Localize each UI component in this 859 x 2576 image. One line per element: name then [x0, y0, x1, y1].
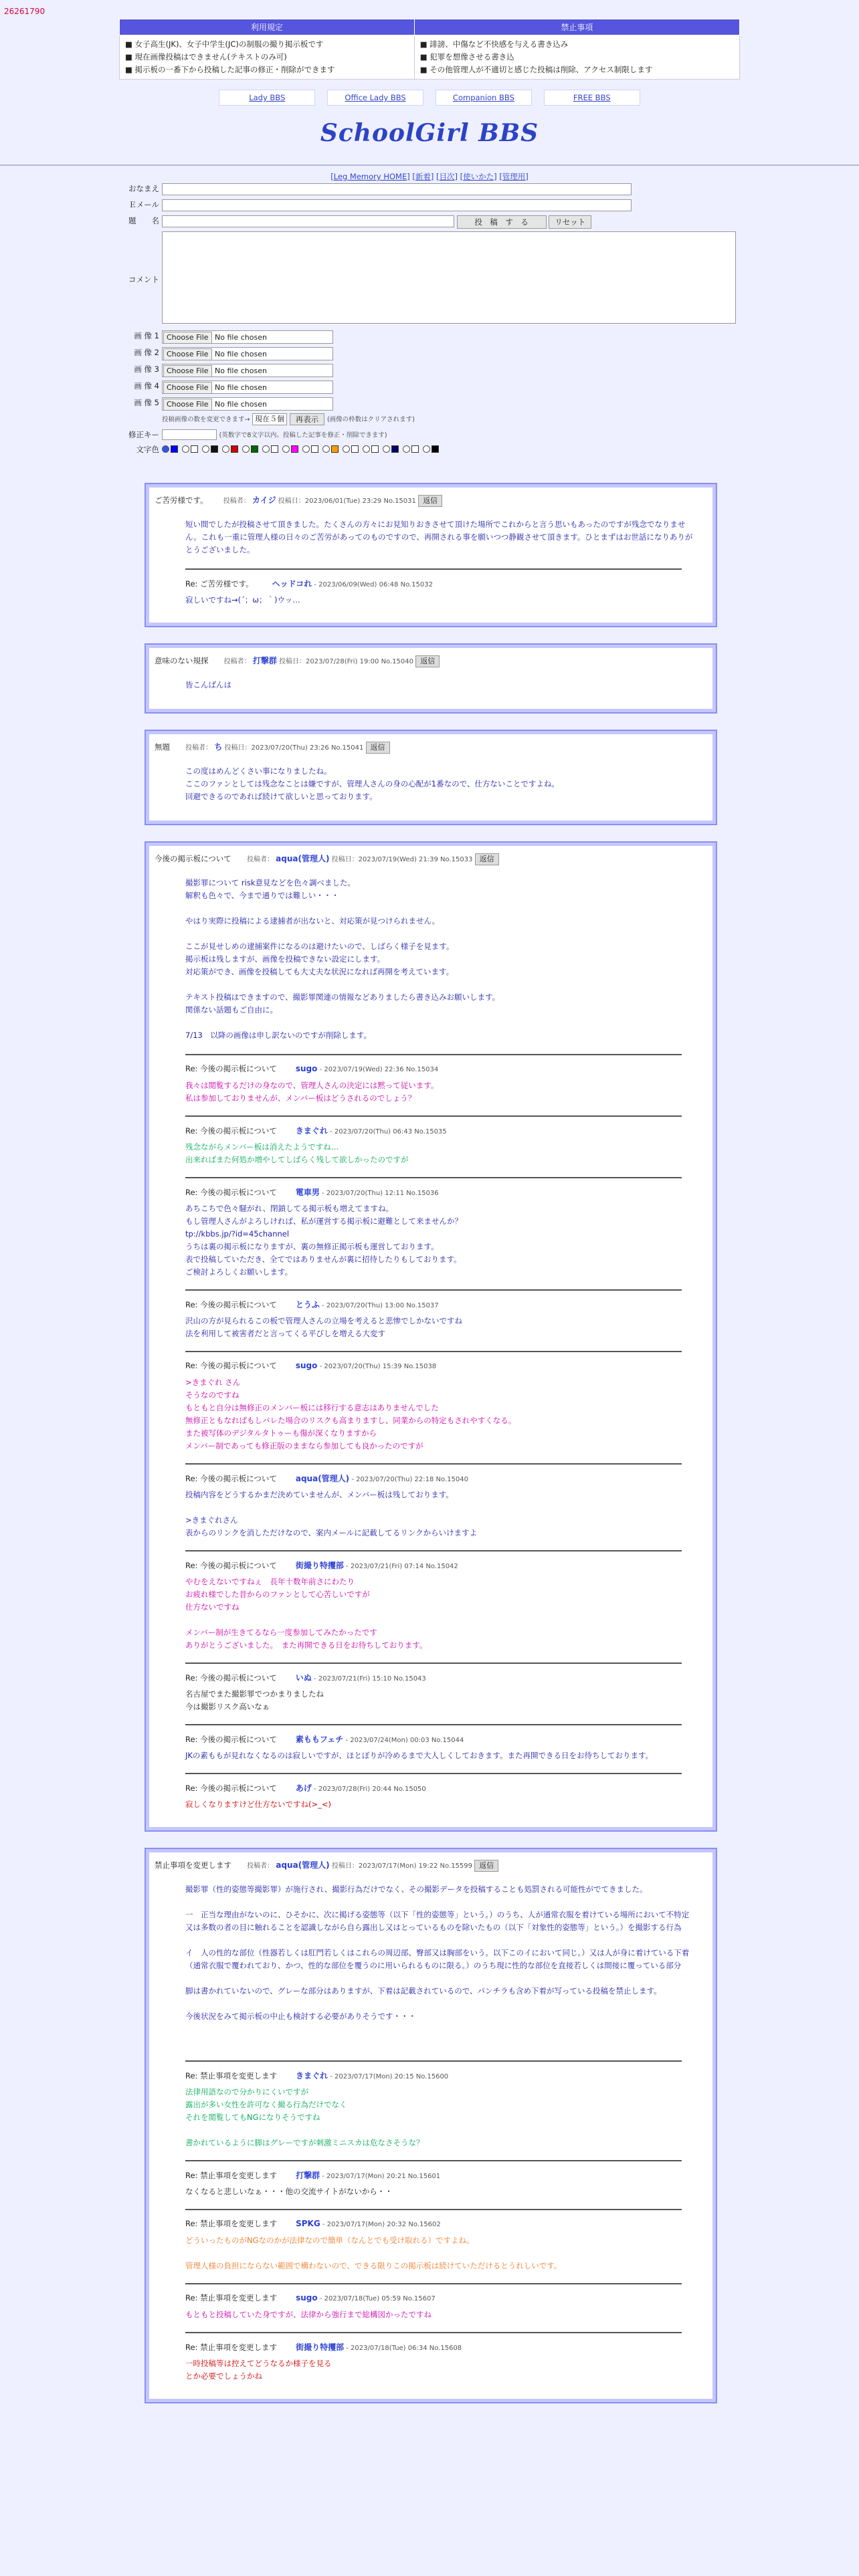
poster-label: 投稿者：: [221, 658, 253, 665]
reply-header: [185, 1125, 447, 1136]
color-swatch: [291, 445, 298, 453]
color-swatch: [331, 445, 339, 453]
link-companion-bbs[interactable]: Companion BBS: [436, 90, 532, 106]
reply-divider: [185, 1662, 682, 1664]
color-radio[interactable]: [242, 445, 250, 453]
reply-title: Re: 今後の掲示板について: [185, 1784, 277, 1793]
thread-header: [155, 741, 390, 754]
reply-body: 一時投稿等は控えてどうなるか様子を見る とか必要でしょうかね: [185, 2359, 332, 2381]
reply-author: sugo: [295, 1064, 318, 1073]
reply-date: - 2023/07/20(Thu) 06:43 No.15035: [327, 1128, 447, 1136]
name-input[interactable]: [162, 183, 632, 195]
reply-title: Re: 禁止事項を変更します: [185, 2219, 278, 2228]
thread-header: [155, 655, 440, 667]
reply-author: きまぐれ: [295, 1126, 328, 1136]
reply-author: とうふ: [295, 1300, 320, 1309]
thread-body: 撮影罪について risk意見などを色々調べました。 解釈も色々で、今まで通りでは難しい・・・ やはり実際に投稿による逮捕者が出ないと、対応策が見つけられません。 ここが見せしめの逮捕案件になるのは避けたいので、しばらく様子を見ます。 掲示板は残しますが、画像を投稿できない設定にします。 対応策ができ、画像を投稿しても大丈夫な状況になれば再開を考えています。 テキスト投稿はできますので、撮影罪関連の情報などありましたら書き込みお願いします。 関係ない話題もご自由に。 7/13 以降の画像は申し訳ないのですが削除します。: [185, 878, 500, 1040]
color-label: 文字色: [136, 445, 159, 454]
reply-button[interactable]: 返信: [418, 495, 442, 507]
reply-divider: [185, 1724, 682, 1725]
thread-body: 撮影罪（性的姿態等撮影罪）が施行され、撮影行為だけでなく、その撮影データを投稿することも処罰される可能性がでてきました。 一 正当な理由がないのに、ひそかに、次に掲げる姿態等（以下「性的姿態等」という。）のうち、人が通常衣服を着けている場所において不特定又は多数の者の目に触れることを認識しながら自ら露出し又はとっているものを除いたもの（以下「対象性的姿態等」という。）を撮影する行為 イ 人の性的な部位（性器若しくは肛門若しくはこれらの周辺部、臀部又は胸部をいう。以下このイにおいて同じ。）又は人が身に着けている下着（通常衣服で覆われており、かつ、性的な部位を覆うのに用いられるものに限る。）のうち現に性的な部位を直接若しくは間接に覆っている部分 脚は書かれていないので、グレーな部分はありますが、下着は記載されているので、パンチラも含め下着が写っている投稿を禁止します。 今後状況をみて掲示板の中止も検討する必要がありそうです・・・: [185, 1885, 690, 2021]
reply-date: - 2023/07/21(Fri) 07:14 No.15042: [343, 1563, 458, 1570]
reply-date: - 2023/06/09(Wed) 06:48 No.15032: [312, 581, 433, 588]
submit-button[interactable]: 投 稿 す る: [457, 215, 547, 229]
display-count-select[interactable]: 現在５個: [252, 413, 287, 425]
reply-author: aqua(管理人): [295, 1474, 350, 1483]
title-label: 題 名: [128, 216, 159, 225]
thread-title: ご苦労様です。: [155, 496, 208, 505]
thread-date: 投稿日：2023/06/01(Tue) 23:29 No.15031: [276, 498, 419, 505]
reply-divider: [185, 1115, 682, 1117]
thread-header: [155, 494, 442, 507]
reply-date: - 2023/07/20(Thu) 22:18 No.15040: [349, 1476, 468, 1483]
color-radio[interactable]: [262, 445, 270, 453]
reply-author: 素ももフェチ: [295, 1735, 344, 1744]
image-label: 画 像 1: [134, 331, 159, 340]
email-label: Ｅメール: [128, 200, 159, 209]
thread: [146, 645, 716, 712]
comment-textarea[interactable]: [162, 231, 736, 324]
reply-button[interactable]: 返信: [474, 1860, 498, 1872]
reply-title: Re: 禁止事項を変更します: [185, 2171, 278, 2180]
reply-divider: [185, 1550, 682, 1551]
reply-header: [185, 2070, 448, 2081]
reply-author: 街撮り特攫部: [296, 2343, 345, 2352]
thread: [146, 484, 716, 626]
reply-header: [185, 2218, 441, 2229]
edit-key-input[interactable]: [162, 429, 217, 440]
color-radio[interactable]: [182, 445, 189, 453]
nav-admin[interactable]: [管理用]: [499, 172, 529, 181]
color-swatch: [351, 445, 359, 453]
thread-date: 投稿日：2023/07/20(Thu) 23:26 No.15041: [222, 744, 366, 752]
image-label: 画 像 2: [134, 348, 159, 357]
prohibited-list: [414, 35, 739, 80]
color-swatch: [171, 445, 178, 453]
reply-title: Re: 今後の掲示板について: [185, 1735, 277, 1744]
reply-title: Re: ご苦労様です。: [185, 579, 254, 588]
reply-divider: [185, 2332, 682, 2333]
prohibited-item: ■ 犯罪を想像させる書き込: [420, 51, 734, 64]
color-radio[interactable]: [302, 445, 310, 453]
choose-file-button[interactable]: Choose File: [163, 348, 212, 360]
thread: [146, 731, 716, 824]
reply-body: 沢山の方が見られるこの板で管理人さんの立場を考えると悲惨でしかないですね 法を利用して被害者だと言ってくる平びしを増える大変す: [185, 1316, 462, 1338]
reply-header: [185, 1560, 458, 1571]
no-file-text: No file chosen: [215, 333, 267, 342]
color-swatch: [251, 445, 258, 453]
reply-body: 寂しいですね→(´；ω；｀)ウッ…: [185, 595, 300, 605]
color-swatch: [411, 445, 419, 453]
poster-label: 投稿者：: [221, 498, 252, 505]
reply-date: - 2023/07/19(Wed) 22:36 No.15034: [317, 1066, 439, 1073]
thread-title: 無題: [155, 742, 170, 752]
nav-home[interactable]: [Leg Memory HOME]: [330, 172, 410, 181]
reply-author: sugo: [295, 1361, 318, 1370]
email-input[interactable]: [162, 199, 632, 211]
edit-key-label: 修正キー: [128, 430, 159, 439]
display-note-2: (画像の枠数はクリアされます): [326, 416, 415, 423]
color-radio[interactable]: [202, 445, 209, 453]
color-swatch: [432, 445, 439, 453]
reply-header: [185, 2341, 462, 2353]
thread-title: 禁止事項を変更します: [155, 1860, 231, 1870]
choose-file-button[interactable]: Choose File: [163, 382, 212, 394]
reply-author: あげ: [295, 1784, 312, 1793]
reply-divider: [185, 2209, 682, 2210]
reply-body: 投稿内容をどうするかまだ決めていませんが、メンバー板は残しております。 >きまぐれさん 表からのリンクを消しただけなので、案内メールに記載してるリンクからいけますよ: [185, 1490, 478, 1537]
rule-item: ■ 現在画像投稿はできません(テキストのみ可): [125, 51, 409, 64]
reply-divider: [185, 568, 682, 570]
reply-body: あちこちで色々騒がれ、閉鎖してる掲示板も増えてますね。 もし管理人さんがよろしければ、私が運営する掲示板に避難として来ませんか？ tp://kbbs.jp/?id=45channel うちは裏の掲示板になりますが、裏の無修正掲示板も運営しております。 表で投稿していただき、全てではありませんが裏に招待したりもしております。 ご検討よろしくお願いします。: [185, 1204, 462, 1277]
reply-body: 我々は閲覧するだけの身なので、管理人さんの決定には黙って従います。 私は参加しておりませんが、メンバー板はどうされるのでしょう？: [185, 1081, 439, 1103]
reply-button[interactable]: 返信: [366, 742, 390, 754]
color-radio[interactable]: [423, 445, 430, 453]
color-radio[interactable]: [343, 445, 350, 453]
reply-body: どういったものがNGなのかが法律なので簡単（なんとでも受け取れる）ですよね。 管理人様の負担にならない範囲で構わないので、できる限りこの掲示板は続けていただけるとうれしいです。: [185, 2236, 562, 2270]
image-file-input[interactable]: [162, 364, 333, 377]
color-radio[interactable]: [383, 445, 390, 453]
color-radio[interactable]: [322, 445, 330, 453]
reply-body: やむをえないですねぇ 長年十数年前さにわたり お疲れ様でした昔からのファンとして心苦しいですが 仕方ないですね メンバー制が生きてるなら一度参加してみたかったです ありがとうございました。 また再開できる日をお待ちしております。: [185, 1577, 427, 1650]
reply-body: もともと投稿していた身ですが、法律から強行まで総構図かったですね: [185, 2310, 432, 2319]
reply-author: sugo: [296, 2293, 318, 2302]
thread-header: [155, 1859, 498, 1872]
divider: [0, 165, 859, 166]
reply-divider: [185, 1177, 682, 1178]
reply-divider: [185, 2160, 682, 2161]
thread-body: 皆こんばんは: [185, 680, 231, 689]
thread-header: [155, 853, 499, 865]
redisplay-button[interactable]: 再表示: [290, 413, 325, 425]
rules-header: 利用規定: [120, 19, 415, 35]
thread-title: 今後の掲示板について: [155, 854, 231, 863]
reply-body: 法律用語なので分かりにくいですが 露出が多い女性を許可なく撮る行為だけでなく それを閲覧してもNGになりそうですね 書かれているように脚はグレーですが刺激ミニスカは危なさそうな？: [185, 2087, 424, 2147]
nav-new[interactable]: [新着]: [412, 172, 434, 181]
prohibited-item: ■ 誹謗、中傷など不快感を与える書き込み: [420, 38, 734, 51]
reply-body: JKの素ももが見れなくなるのは寂しいですが、ほとぼりが冷めるまで大人しくしておきます。また再開できる日をお待ちしております。: [185, 1751, 654, 1760]
link-office-lady-bbs[interactable]: Office Lady BBS: [327, 90, 423, 106]
name-label: おなまえ: [128, 184, 159, 193]
reply-title: Re: 今後の掲示板について: [185, 1673, 277, 1683]
display-note: 投稿画像の数を変更できます→: [162, 416, 250, 423]
color-radio[interactable]: [162, 445, 169, 453]
nav-index[interactable]: [目次]: [436, 172, 458, 181]
reply-date: - 2023/07/17(Mon) 20:15 No.15600: [328, 2073, 449, 2080]
bbs-links: [0, 90, 859, 106]
no-file-text: No file chosen: [215, 350, 267, 358]
reply-title: Re: 禁止事項を変更します: [185, 2343, 278, 2352]
color-swatch: [371, 445, 379, 453]
poster-label: 投稿者：: [244, 856, 276, 863]
edit-key-note: (英数字で8文字以内。投稿した記事を修正・削除できます): [219, 431, 387, 439]
reply-author: 街撮り特攫部: [295, 1561, 344, 1570]
reply-header: [185, 2292, 436, 2303]
reply-header: [185, 1063, 438, 1074]
color-radio[interactable]: [403, 445, 410, 453]
rule-item: ■ 掲示板の一番下から投稿した記事の修正・削除ができます: [125, 64, 409, 76]
color-swatch: [391, 445, 399, 453]
reply-header: [185, 1473, 468, 1484]
reply-body: 名古屋でまた撮影罪でつかまりましたね 今は撮影リスク高いなぁ: [185, 1689, 324, 1711]
title-input[interactable]: [162, 215, 454, 227]
reply-body: 残念ながらメンバー板は消えたようですね… 出来ればまた何処か増やしてしばらく残して欲しかったのですが: [185, 1142, 409, 1164]
reply-title: Re: 今後の掲示板について: [185, 1126, 277, 1136]
reply-header: [185, 1186, 439, 1198]
poster-label: 投稿者：: [183, 744, 215, 752]
color-swatch: [191, 445, 198, 453]
thread-date: 投稿日：2023/07/19(Wed) 21:39 No.15033: [329, 856, 475, 863]
reply-date: - 2023/07/21(Fri) 15:10 No.15043: [311, 1675, 426, 1683]
reply-title: Re: 禁止事項を変更します: [185, 2071, 278, 2080]
thread-date: 投稿日：2023/07/28(Fri) 19:00 No.15040: [276, 658, 416, 665]
reply-date: - 2023/07/17(Mon) 20:32 No.15602: [320, 2221, 441, 2228]
reply-header: [185, 1782, 426, 1794]
reply-author: 打撃群: [296, 2171, 320, 2180]
reply-body: なくなると悲しいなぁ・・・他の交流サイトがないから・・: [185, 2187, 393, 2196]
color-swatch: [311, 445, 318, 453]
prohibited-item: ■ その他管理人が不適切と感じた投稿は削除、アクセス制限します: [420, 64, 734, 76]
reply-date: - 2023/07/28(Fri) 20:44 No.15050: [311, 1786, 426, 1793]
reply-author: きまぐれ: [296, 2071, 328, 2080]
reply-header: [185, 2169, 440, 2181]
reply-header: [185, 1360, 436, 1371]
thread: [146, 1849, 716, 2402]
link-lady-bbs[interactable]: Lady BBS: [219, 90, 315, 106]
no-file-text: No file chosen: [215, 383, 267, 392]
no-file-text: No file chosen: [215, 366, 267, 375]
choose-file-button[interactable]: Choose File: [163, 365, 212, 377]
reset-button[interactable]: リセット: [549, 215, 591, 229]
poster-label: 投稿者：: [245, 1862, 276, 1870]
reply-button[interactable]: 返信: [475, 853, 499, 865]
reply-title: Re: 今後の掲示板について: [185, 1188, 277, 1197]
rules-list: [120, 35, 415, 80]
color-radio[interactable]: [222, 445, 229, 453]
reply-date: - 2023/07/24(Mon) 00:03 No.15044: [343, 1737, 464, 1744]
top-nav: [0, 171, 859, 182]
link-free-bbs[interactable]: FREE BBS: [544, 90, 640, 106]
reply-divider: [185, 2060, 682, 2062]
choose-file-button[interactable]: Choose File: [163, 332, 212, 344]
image-file-input[interactable]: [162, 381, 333, 394]
reply-divider: [185, 1054, 682, 1055]
reply-date: - 2023/07/20(Thu) 15:39 No.15038: [317, 1363, 437, 1370]
reply-title: Re: 今後の掲示板について: [185, 1361, 277, 1370]
image-file-input[interactable]: [162, 397, 333, 411]
thread-author: カイジ: [252, 496, 276, 505]
reply-title: Re: 禁止事項を変更します: [185, 2293, 278, 2302]
choose-file-button[interactable]: Choose File: [163, 399, 212, 411]
reply-title: Re: 今後の掲示板について: [185, 1474, 277, 1483]
thread-body: 短い間でしたが投稿させて頂きました。たくさんの方々にお見知りおきさせて頂けた場所でこれからと言う思いもあったのですが残念でなりません。これも一重に管理人様の日々のご苦労があってのものですので、再開される事を願いつつ静観させて頂きます。ひとまずはお世話になりありがとうございました。: [185, 520, 693, 554]
reply-title: Re: 今後の掲示板について: [185, 1300, 277, 1309]
thread-author: ち: [214, 742, 223, 752]
prohibited-header: 禁止事項: [414, 19, 739, 35]
reply-header: [185, 1672, 426, 1683]
color-radio[interactable]: [363, 445, 370, 453]
rule-item: ■ 女子高生(JK)、女子中学生(JC)の制服の撮り掲示板です: [125, 38, 409, 51]
color-options: [162, 444, 443, 453]
reply-date: - 2023/07/20(Thu) 13:00 No.15037: [319, 1302, 439, 1309]
reply-divider: [185, 1773, 682, 1774]
reply-date: - 2023/07/17(Mon) 20:21 No.15601: [320, 2173, 441, 2180]
nav-howto[interactable]: [使いかた]: [460, 172, 497, 181]
access-counter: 26261790: [4, 7, 45, 16]
reply-date: - 2023/07/18(Tue) 06:34 No.15608: [344, 2345, 462, 2352]
thread-author: aqua(管理人): [276, 854, 330, 863]
thread-author: aqua(管理人): [276, 1860, 330, 1870]
reply-divider: [185, 2283, 682, 2284]
reply-body: 寂しくなりますけど仕方ないですね(>_<): [185, 1800, 331, 1809]
reply-author: 電車男: [295, 1188, 320, 1197]
no-file-text: No file chosen: [215, 400, 267, 409]
reply-body: >きまぐれ さん そうなのですね もともと自分は無修正のメンバー板には移行する意志はありませんでした 無修正ともなればもしバレた場合のリスクも高まりますし、同業からの特定もされやすくなる。 また被写体のデジタルタトゥーも傷が深くなりますから メンバー制であっても修正版のままなら参加しても良かったのですが: [185, 1378, 516, 1451]
thread-title: 意味のない規探: [155, 656, 209, 665]
reply-title: Re: 今後の掲示板について: [185, 1064, 277, 1073]
reply-date: - 2023/07/20(Thu) 12:11 No.15036: [319, 1190, 439, 1197]
reply-divider: [185, 1351, 682, 1352]
reply-header: [185, 578, 433, 589]
color-swatch: [211, 445, 218, 453]
image-label: 画 像 4: [134, 381, 159, 391]
reply-divider: [185, 1289, 682, 1291]
reply-author: SPKG: [296, 2219, 320, 2228]
reply-button[interactable]: 返信: [415, 655, 440, 667]
image-file-input[interactable]: [162, 347, 333, 360]
reply-title: Re: 今後の掲示板について: [185, 1561, 277, 1570]
reply-date: - 2023/07/18(Tue) 05:59 No.15607: [317, 2295, 436, 2302]
reply-divider: [185, 1463, 682, 1465]
color-swatch: [231, 445, 238, 453]
reply-header: [185, 1733, 464, 1745]
site-title: SchoolGirl BBS: [320, 119, 539, 147]
thread: [146, 843, 716, 1830]
color-swatch: [271, 445, 278, 453]
image-label: 画 像 5: [134, 398, 159, 407]
reply-author: いぬ: [295, 1673, 312, 1683]
thread-body: この度はめんどくさい事になりましたね。 ここのファンとしては残念なことは嫌ですが、管理人さんの身の心配が1番なので、仕方ないことですよね。 回避できるのであれば続けて欲しいと思っております。: [185, 766, 559, 801]
image-file-input[interactable]: [162, 330, 333, 344]
image-label: 画 像 3: [134, 364, 159, 374]
comment-label: コメント: [128, 275, 159, 284]
reply-header: [185, 1299, 439, 1310]
thread-author: 打撃群: [252, 656, 277, 665]
reply-author: ヘッドコれ: [272, 579, 312, 588]
rules-table: [119, 19, 740, 80]
thread-date: 投稿日：2023/07/17(Mon) 19:22 No.15599: [329, 1862, 475, 1870]
color-radio[interactable]: [282, 445, 290, 453]
